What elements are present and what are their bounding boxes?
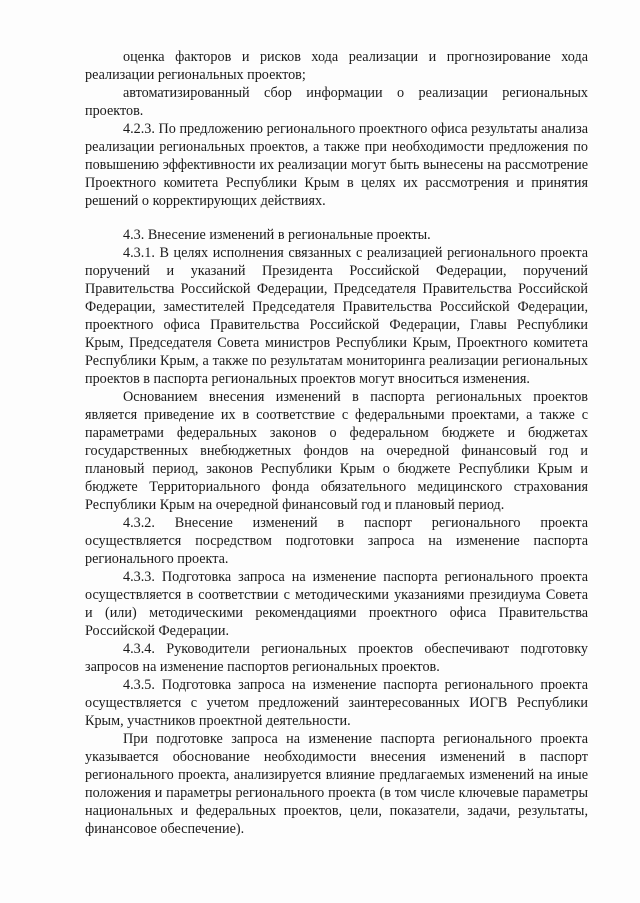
- paragraph-grounds-for-changes: Основанием внесения изменений в паспорта региональных проектов является приведение их в соответствие с федеральными проектами, а также с параметрами федеральных законов о федеральном бюджете и бюджетах государственных внебюджетных фондов на очередной финансовый год и плановый период, законов Республики Крым о бюджете Республики Крым и бюджете Территориального фонда обязательного медицинского страхования Республики Крым на очередной финансовый год и плановый период.: [85, 389, 588, 513]
- paragraph-request-justification: При подготовке запроса на изменение паспорта регионального проекта указывается обоснование необходимости внесения изменений в паспорт регионального проекта, анализируется влияние предлагаемых изменений на иные положения и параметры регионального проекта (в том числе ключевые параметры национальных и федеральных проектов, цели, показатели, задачи, результаты, финансовое обеспечение).: [85, 731, 588, 837]
- paragraph-4-2-3: 4.2.3. По предложению регионального проектного офиса результаты анализа реализации региональных проектов, а также при необходимости предложения по повышению эффективности их реализации могут быть вынесены на рассмотрение Проектного комитета Республики Крым в целях их рассмотрения и принятия решений о корректирующих действиях.: [85, 121, 588, 209]
- document-body: [85, 48, 588, 838]
- paragraph-automated-collection: автоматизированный сбор информации о реализации региональных проектов.: [85, 85, 588, 119]
- paragraph-4-3-3: 4.3.3. Подготовка запроса на изменение паспорта регионального проекта осуществляется в соответствии с методическими указаниями президиума Совета и (или) методическими рекомендациями проектного офиса Правительства Российской Федерации.: [85, 569, 588, 639]
- paragraph-4-3-5: 4.3.5. Подготовка запроса на изменение паспорта регионального проекта осуществляется с учетом предложений заинтересованных ИОГВ Республики Крым, участников проектной деятельности.: [85, 677, 588, 729]
- paragraph-risk-assessment: оценка факторов и рисков хода реализации и прогнозирование хода реализации региональных проектов;: [85, 49, 588, 83]
- section-heading-4-3: 4.3. Внесение изменений в региональные проекты.: [123, 227, 431, 243]
- paragraph-4-3-1: 4.3.1. В целях исполнения связанных с реализацией регионального проекта поручений и указаний Президента Российской Федерации, поручений Правительства Российской Федерации, Председателя Правительства Российской Федерации, заместителей Председателя Правительства Российской Федерации, проектного офиса Правительства Российской Федерации, Главы Республики Крым, Председателя Совета министров Республики Крым, Проектного комитета Республики Крым, а также по результатам мониторинга реализации региональных проектов в паспорта региональных проектов могут вноситься изменения.: [85, 245, 588, 387]
- paragraph-4-3-4: 4.3.4. Руководители региональных проектов обеспечивают подготовку запросов на изменение паспортов региональных проектов.: [85, 641, 588, 675]
- paragraph-4-3-2: 4.3.2. Внесение изменений в паспорт регионального проекта осуществляется посредством подготовки запроса на изменение паспорта регионального проекта.: [85, 515, 588, 567]
